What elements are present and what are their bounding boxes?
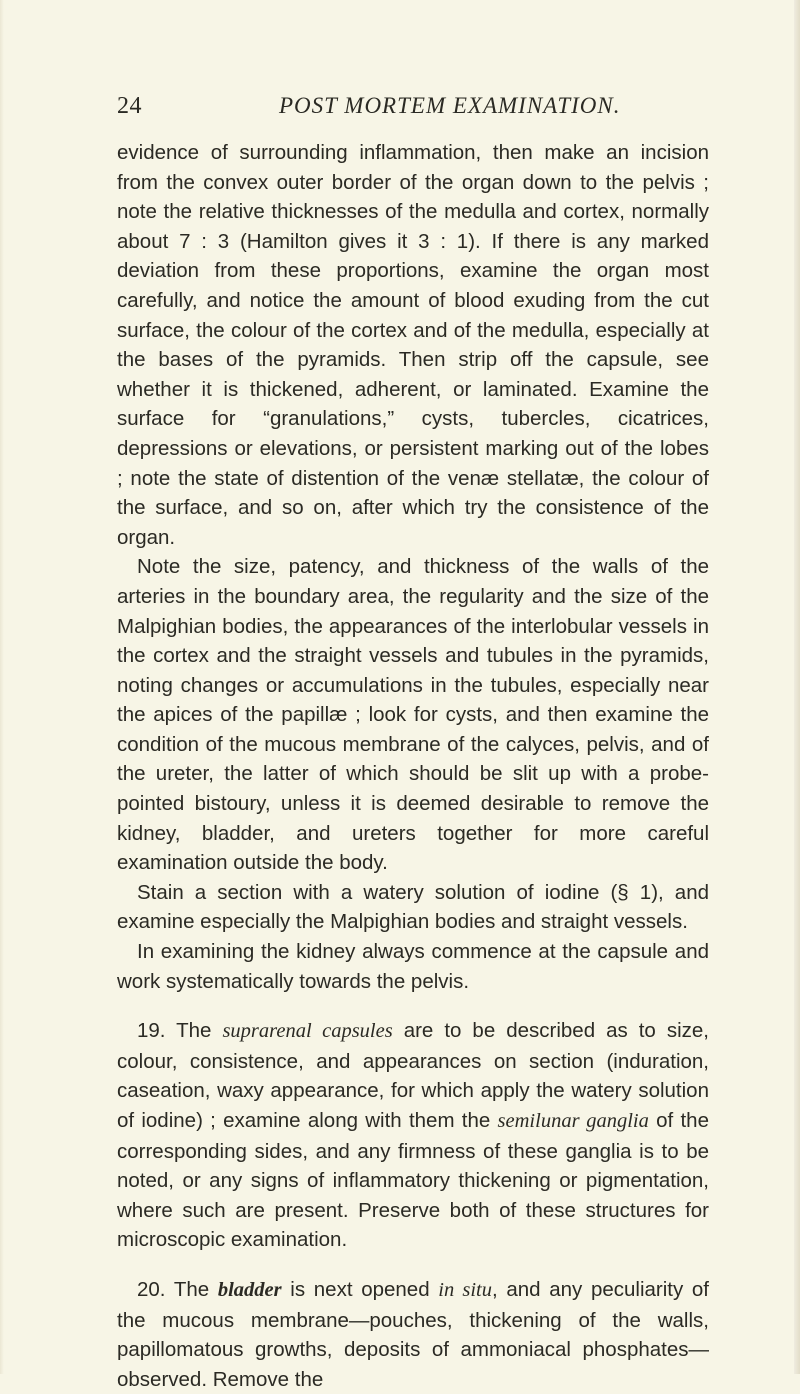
section-term: in situ	[438, 1278, 492, 1301]
body-text	[117, 138, 709, 1394]
section-text: of the corresponding sides, and any firmness of these ganglia is to be noted, or any signs of inflammatory thickening or pigmentation, where such are present. Preserve both of these structures for microscopic examination.	[117, 1109, 709, 1252]
section-lead: The	[173, 1277, 210, 1301]
page-number: 24	[117, 93, 142, 119]
paragraph-iodine-stain: Stain a section with a watery solution of iodine (§ 1), and examine especially the Malpighian bodies and straight vessels.	[117, 880, 709, 934]
paragraph-kidney-procedure: In examining the kidney always commence at the capsule and work systematically towards the pelvis.	[117, 940, 709, 993]
section-term: suprarenal capsules	[222, 1020, 393, 1043]
section-term: semilunar ganglia	[497, 1110, 649, 1132]
section-text: are to be described as to size, colour, consistence, and appearances on section (induration, caseation, waxy appearance, for which apply the watery solution of iodine) ; examine along with them the	[117, 1019, 709, 1132]
paragraph-continuation: evidence of surrounding inflammation, then make an incision from the convex outer border of the organ down to the pelvis ; note the relative thicknesses of the medulla and cortex, normally about 7 : 3 (Hamilton gives it 3 : 1). If there is any marked deviation from these proportions, examine the organ most carefully, and notice the amount of blood exuding from the cut surface, the colour of the cortex and of the medulla, especially at the bases of the pyramids. Then strip off the capsule, see whether it is thickened, adherent, or laminated. Examine the surface for “granulations,” cysts, tubercles, cicatrices, depressions or elevations, or persistent marking out of the lobes ; note the state of distention of the venæ stellatæ, the colour of the surface, and so on, after which try the consistence of the organ.	[117, 141, 709, 549]
section-20	[117, 1275, 709, 1394]
page-header	[117, 93, 717, 129]
section-text: is next opened	[290, 1277, 430, 1301]
page-edge	[794, 0, 800, 1374]
section-number: 20.	[137, 1277, 166, 1301]
section-19	[117, 1016, 709, 1255]
section-number: 19.	[137, 1019, 166, 1043]
paragraph-arteries: Note the size, patency, and thickness of the walls of the arteries in the boundary area, the regularity and the size of the Malpighian bodies, the appearances of the interlobular vessels in the cortex and the straight vessels and tubules in the pyramids, noting changes or accumulations in the tubules, especially near the apices of the papillæ ; look for cysts, and then examine the condition of the mucous membrane of the calyces, pelvis, and of the ureter, the latter of which should be slit up with a probe-pointed bistoury, unless it is deemed desirable to remove the kidney, bladder, and ureters together for more careful examination outside the body.	[117, 555, 709, 875]
section-term: bladder	[217, 1278, 282, 1301]
section-lead: The	[176, 1019, 212, 1043]
section-text: , and any peculiarity of the mucous membrane—pouches, thickening of the walls, papillomatous growths, deposits of ammoniacal phosphates—observed. Remove the	[117, 1277, 710, 1391]
running-title: POST MORTEM EXAMINATION.	[279, 93, 621, 118]
page-gutter-shadow	[0, 0, 4, 1374]
